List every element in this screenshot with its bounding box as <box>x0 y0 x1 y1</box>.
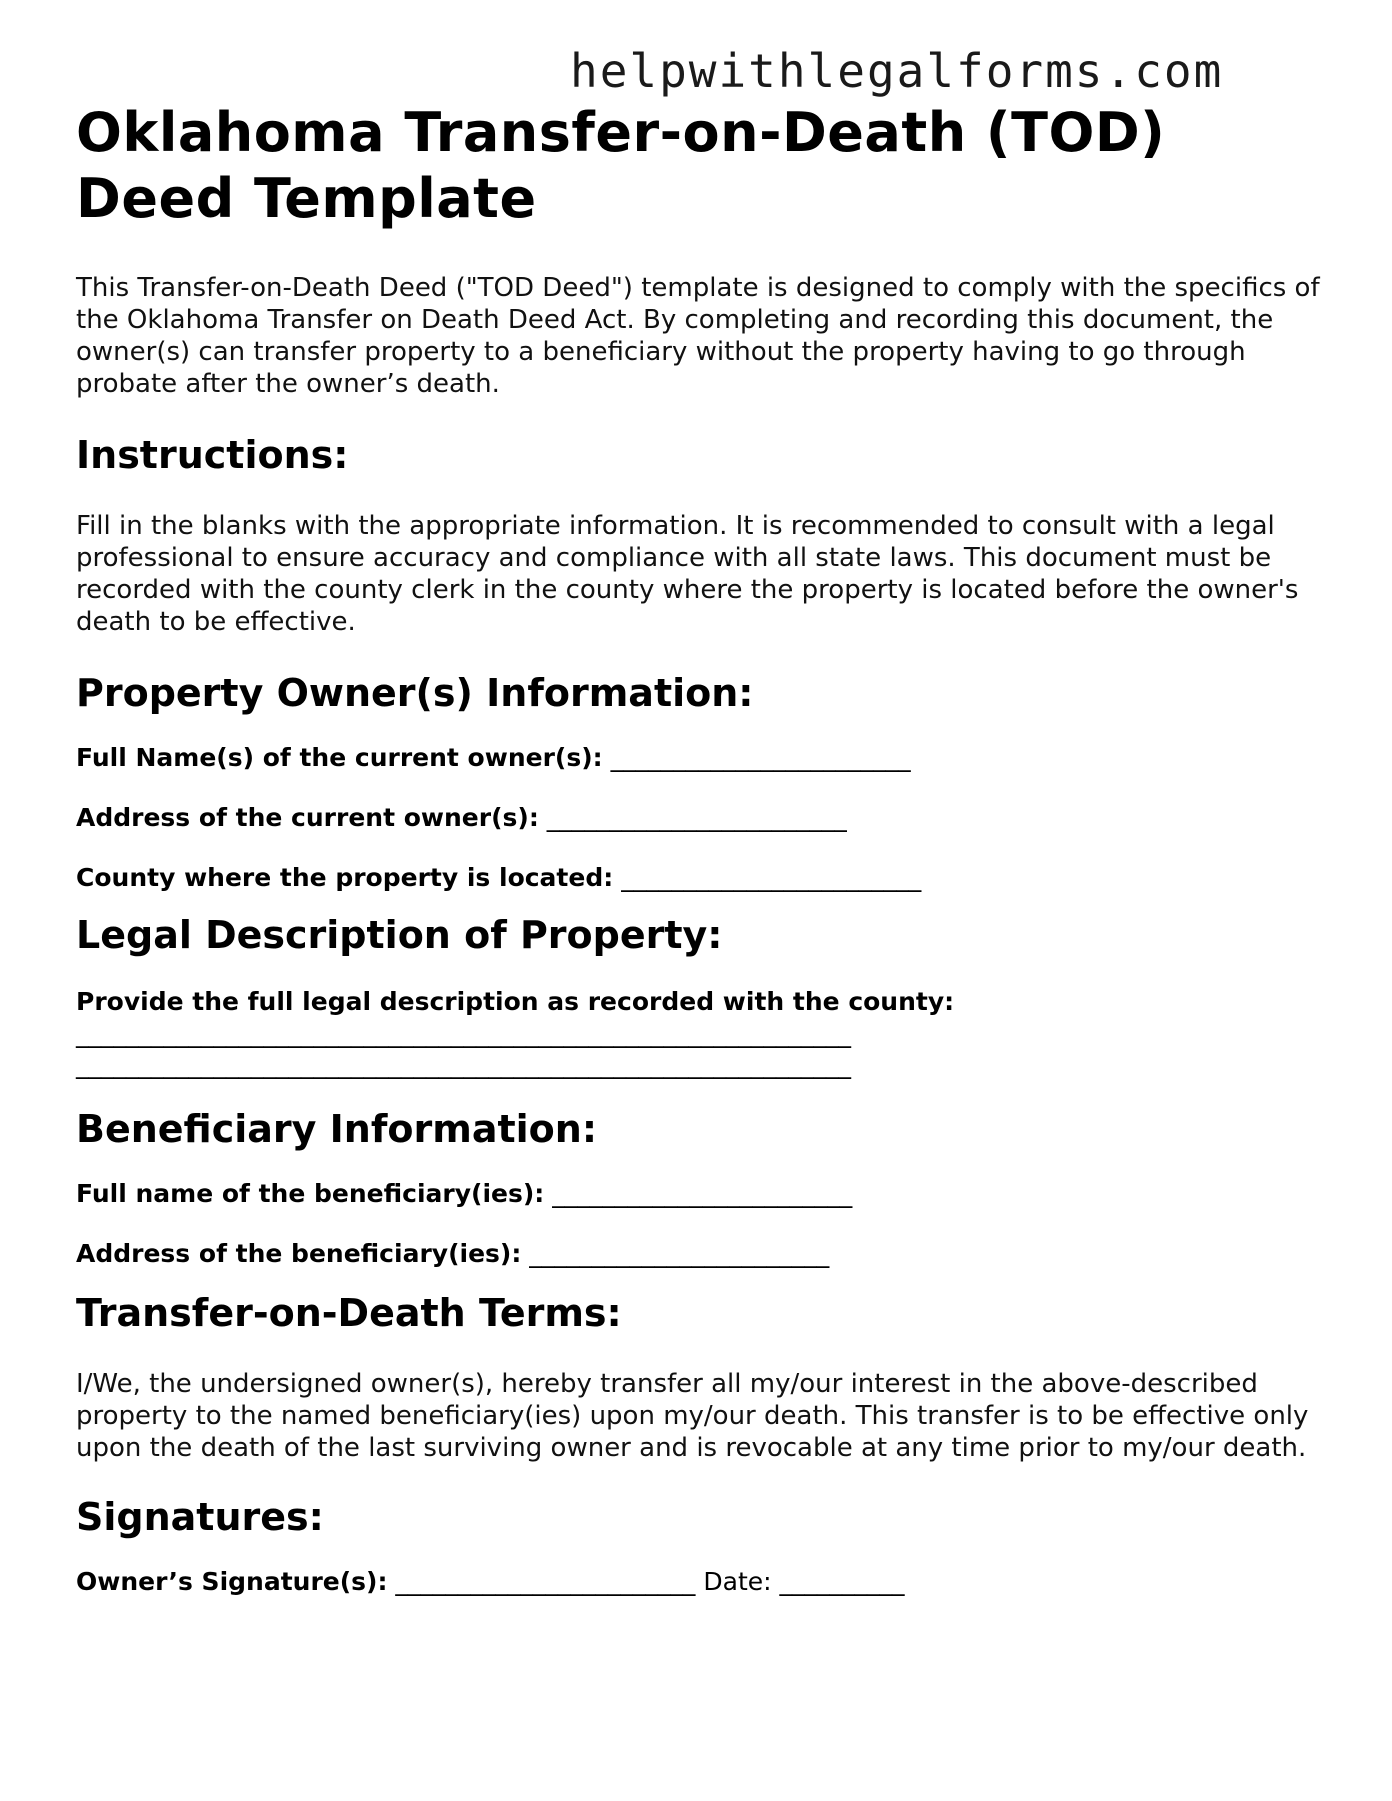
owner-name-field[interactable] <box>76 742 1326 774</box>
county-blank[interactable]: ________________________ <box>621 863 922 892</box>
instructions-heading: Instructions: <box>76 433 349 477</box>
owner-info-heading: Property Owner(s) Information: <box>76 671 754 715</box>
county-label: County where the property is located: <box>76 863 614 892</box>
terms-paragraph: I/We, the undersigned owner(s), hereby transfer all my/our interest in the above-described property to the named beneficiary(ies) upon my/our death. This transfer is to be effective only upon the death of the last surviving owner and is revocable at any time prior to my/our death. <box>76 1369 1309 1463</box>
beneficiary-address-label: Address of the beneficiary(ies): <box>76 1239 522 1268</box>
owner-address-label: Address of the current owner(s): <box>76 803 539 832</box>
site-watermark: helpwithlegalforms.com <box>570 44 1224 98</box>
beneficiary-name-label: Full name of the beneficiary(ies): <box>76 1179 545 1208</box>
owner-signature-blank[interactable]: ________________________ <box>395 1567 696 1596</box>
date-blank[interactable]: __________ <box>779 1567 905 1596</box>
beneficiary-address-field[interactable] <box>76 1238 1326 1270</box>
beneficiary-heading: Beneficiary Information: <box>76 1107 598 1151</box>
document-body <box>76 100 1326 1598</box>
county-field[interactable] <box>76 862 1326 894</box>
owner-signature-label: Owner’s Signature(s): <box>76 1567 388 1596</box>
page-title: Oklahoma Transfer-on-Death (TOD) Deed Template <box>76 101 1166 230</box>
instructions-paragraph: Fill in the blanks with the appropriate information. It is recommended to consult with a legal professional to ensure accuracy and compliance with all state laws. This document must be recorded with the county clerk in the county where the property is located before the owner's death to be effective. <box>76 511 1299 637</box>
owner-address-blank[interactable]: ________________________ <box>546 803 847 832</box>
beneficiary-name-blank[interactable]: ________________________ <box>552 1179 853 1208</box>
legal-description-heading: Legal Description of Property: <box>76 913 723 957</box>
owner-signature-field[interactable] <box>76 1566 1326 1598</box>
intro-paragraph: This Transfer-on-Death Deed ("TOD Deed") template is designed to comply with the specifics of the Oklahoma Transfer on Death Deed Act. By completing and recording this document, the owner(s) can transfer property to a beneficiary without the property having to go through probate after the owner’s death. <box>76 273 1320 399</box>
owner-name-blank[interactable]: ________________________ <box>610 743 911 772</box>
legal-description-line-1[interactable]: ______________________________________________________________ <box>76 1019 851 1048</box>
owner-address-field[interactable] <box>76 802 1326 834</box>
owner-name-label: Full Name(s) of the current owner(s): <box>76 743 603 772</box>
legal-description-line-2[interactable]: ______________________________________________________________ <box>76 1050 851 1079</box>
legal-description-label-text: Provide the full legal description as recorded with the county: <box>76 987 955 1016</box>
date-label: Date: <box>703 1567 772 1596</box>
legal-description-label <box>76 986 1326 1018</box>
terms-heading: Transfer-on-Death Terms: <box>76 1291 622 1335</box>
beneficiary-address-blank[interactable]: ________________________ <box>529 1239 830 1268</box>
beneficiary-name-field[interactable] <box>76 1178 1326 1210</box>
signatures-heading: Signatures: <box>76 1495 324 1539</box>
